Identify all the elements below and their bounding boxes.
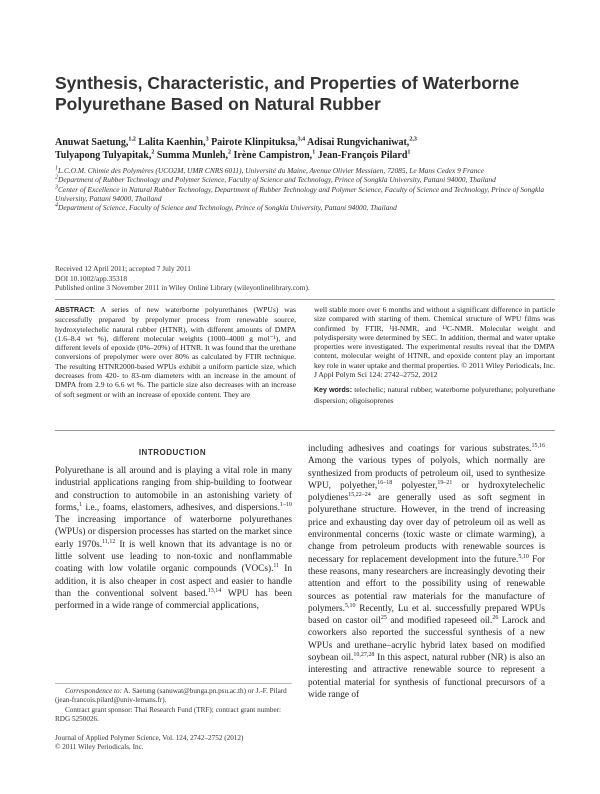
abstract-text-right: well stable more over 6 months and without a significant difference in particle size compared with starting of them. Chemical structure of WPU films was confirmed by FTIR, ¹H-NMR, and ¹³C-NMR. Molecular weight and polydispersity were determined by SEC. In addition, thermal and water uptake properties were investigated. The experimental results reveal that the DMPA content, molecular weight of HTNR, and epoxide content play an important key role in water uptake and thermal properties. © 2011 Wiley Periodicals, Inc. J Appl Polym Sci 124: 2742–2752, 2012	[314, 305, 556, 380]
reference-marker: 1–10	[280, 501, 292, 508]
affiliation-marker: 3,4	[297, 136, 306, 143]
reference-marker: 1	[79, 501, 83, 508]
reference-marker: 15,22–24	[348, 492, 371, 499]
keywords-text: telechelic; natural rubber; waterborne polyurethane; polyurethane dispersion; oligoisoprenes	[314, 385, 556, 405]
reference-marker: 25	[380, 615, 387, 622]
author-name: Lalita Kaenhin,	[135, 137, 206, 148]
affiliation-marker: 2	[227, 149, 231, 156]
correspondence-note	[55, 687, 292, 705]
author-list	[55, 136, 555, 162]
reference-marker: 11	[273, 563, 280, 570]
affiliation-number: 3	[55, 184, 58, 191]
text-run: In this aspect, natural rubber (NR) is also an interesting and attractive renewable source to represent a potential material for synthesis of functional precursors of a wide range of	[308, 653, 545, 700]
affiliation-marker: 2,3	[409, 136, 417, 143]
affiliation-marker: 3	[205, 136, 209, 143]
body-left-column	[55, 465, 292, 613]
reference-marker: 11,12	[102, 538, 116, 545]
affiliation-marker: 1,2	[128, 136, 136, 143]
introduction-heading: INTRODUCTION	[138, 448, 207, 457]
text-run: Recently, Lu et al. successfully prepared WPUs based on castor oil	[308, 603, 545, 627]
reference-marker: 15,16	[531, 442, 545, 449]
reference-marker: 13,14	[207, 587, 222, 594]
affiliation-marker: 2	[151, 149, 155, 156]
affiliation-number: 1	[55, 165, 58, 172]
text-run: For these reasons, many researchers are increasingly devoting their attention and effort to the possibility using of renewable sources as potential raw materials for the manufacture of polymers.	[308, 554, 545, 614]
text-run: Among the various types of polyols, which normally are synthesized from products of petroleum oil, used to synthesize WPU, polyether,	[308, 456, 545, 491]
text-run: In addition, it is also cheaper in cost aspect and easier to handle than the conventional solvent based.	[55, 564, 292, 599]
journal-info	[55, 734, 292, 752]
article-history	[55, 264, 555, 293]
paper-title: Synthesis, Characteristic, and Properties of Waterborne Polyurethane Based on Natural Rubber	[55, 73, 520, 114]
affiliation-marker: 1	[312, 149, 316, 156]
reference-marker: 26	[492, 615, 499, 622]
author-name: Tulyapong Tulyapitak,	[55, 150, 152, 161]
affiliation-item	[55, 175, 555, 184]
text-run: It is well known that its advantage is no or little solvent use leading to non-toxic and nonflammable coating with low volatile organic compounds (VOCs).	[55, 539, 292, 575]
text-run: The increasing importance of waterborne polyurethanes (WPUs) or dispersion processes has started on the market since early 1970s.	[55, 515, 292, 550]
text-run: Polyurethane is all around and is playing a vital role in many industrial applications ranging from ship-building to footwear and construction to automobile in an astonishing variety of forms,	[55, 466, 292, 513]
abstract-label: ABSTRACT:	[55, 307, 96, 314]
received-dates: Received 12 April 2011; accepted 7 July 2011	[55, 264, 191, 273]
text-run: or hydroxytelechelic polydienes	[308, 480, 545, 504]
affiliation-number: 2	[55, 174, 58, 181]
author-name: Jean-François Pilard	[315, 150, 408, 161]
keywords	[314, 385, 555, 405]
author-name: Anuwat Saetung,	[55, 137, 129, 148]
text-run: Larock and coworkers also reported the successful synthesis of a new WPUs and urethane–acrylic hybrid latex based on modified soybean oil.	[308, 616, 545, 664]
affiliation-item	[55, 203, 555, 212]
author-line-2	[55, 149, 555, 162]
author-name: Adisai Rungvichaniwat,	[305, 137, 410, 148]
affiliation-number: 4	[55, 202, 58, 209]
affiliation-text: Department of Science, Faculty of Science and Technology, Prince of Songkla University, Pattani 94000, Thailand	[58, 203, 397, 213]
correspondence-text: A. Saetung (sanuwat@bunga.pn.psu.ac.th) or J.-F. Pilard (jean-francois.pilard@univ-lemans.fr).	[55, 687, 287, 704]
text-run: including adhesives and coatings for various substrates.	[308, 444, 532, 454]
correspondence-label: Correspondence to:	[65, 687, 123, 695]
abstract-text-left: A series of new waterborne polyurethanes (WPUs) was successfully prepared by prepolymer process from renewable source, hydroxytelechelic natural rubber (HTNR), with different amounts of DMPA (1.6–8.4 wt %), different molecular weights (1000–4000 g mol⁻¹), and different levels of epoxide (0%–20%) of HTNR. It was found that the urethane conversions of prepolymer were over 80% as calculated by FTIR technique. The resulting HTNR2000-based WPUs exhibit a uniform particle size, which decreases from 420- to 83-nm diameters with an increase in the amount of DMPA from 2.9 to 6.6 wt %. The particle size also decreases with an increase of soft segment or with an increase of epoxide content. They are	[55, 305, 296, 399]
reference-marker: 16–18	[377, 479, 393, 486]
intro-paragraph-left	[55, 465, 292, 613]
affiliation-text: Department of Rubber Technology and Polymer Science, Faculty of Science and Technology, Prince of Songkla University, Pattani 94000, Thailand	[58, 175, 496, 185]
intro-paragraph-right	[308, 443, 545, 701]
author-line-1	[55, 136, 555, 149]
author-name: Pairote Klinpituksa,	[208, 137, 298, 148]
journal-copyright: © 2011 Wiley Periodicals, Inc.	[55, 743, 144, 751]
journal-citation: Journal of Applied Polymer Science, Vol. 124, 2742–2752 (2012)	[55, 734, 244, 742]
affiliation-text: Center of Excellence in Natural Rubber Technology, Department of Rubber Technology and Polymer Science, Faculty of Science and Technology, Prince of Songkla University, Pattani 94000, Thailand	[55, 184, 545, 203]
published-online: Published online 3 November 2011 in Wiley Online Library (wileyonlinelibrary.com).	[55, 283, 310, 292]
affiliation-item	[55, 185, 555, 204]
doi: DOI 10.1002/app.35318	[55, 273, 128, 283]
affiliation-marker: 1	[407, 149, 411, 156]
text-run: WPU has been performed in a wide range of commercial applications,	[55, 588, 292, 612]
abstract-right-column	[314, 305, 555, 405]
affiliation-text: L.C.O.M. Chimie des Polymères (UCO2M, UMR CNRS 6011), Université du Maine, Avenue Olivier Messiaen, 72085, Le Mans Cedex 9 France	[58, 166, 484, 175]
text-run: polyester,	[392, 480, 438, 491]
footnotes	[55, 683, 292, 725]
text-run: are generally used as soft segment in polyurethane structure. However, in the trend of increasing price and exhausting day over day of petroleum oil as well as environmental concerns (toxic waste or climate warming), a change from petroleum products with renewable sources is necessary for replacement development into the future.	[308, 493, 545, 565]
author-name: Summa Munleh,	[154, 150, 228, 161]
affiliation-item	[55, 166, 555, 175]
keywords-label: Key words:	[314, 387, 353, 395]
reference-marker: 5,10	[344, 602, 356, 609]
abstract-left-column	[55, 305, 296, 399]
author-name: Irène Campistron,	[230, 150, 313, 161]
reference-marker: 10,27,28	[353, 651, 375, 658]
body-right-column	[308, 443, 545, 701]
reference-marker: 19–21	[437, 479, 453, 486]
text-run: i.e., foams, elastomers, adhesives, and dispersions.	[82, 502, 280, 513]
grant-note: Contract grant sponsor: Thai Research Fund (TRF); contract grant number: RDG 5250026.	[55, 706, 282, 723]
affiliations	[55, 166, 555, 212]
text-run: and modified rapeseed oil.	[386, 616, 493, 627]
reference-marker: 5,10	[518, 553, 529, 560]
abstract-box	[55, 299, 555, 431]
